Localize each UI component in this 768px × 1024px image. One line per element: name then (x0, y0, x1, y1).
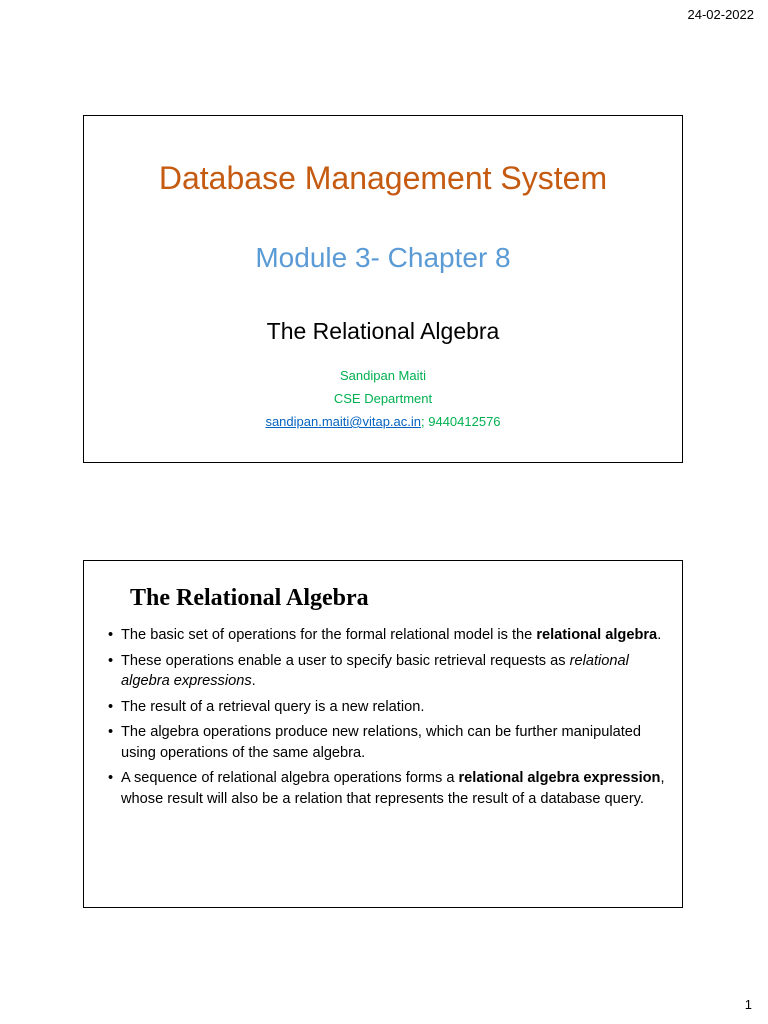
bullet-text: , whose result will also be a relation that represents the result of a database query. (121, 770, 665, 807)
bullet-emphasis: relational algebra (536, 627, 658, 643)
email-link[interactable]: sandipan.maiti@vitap.ac.in (265, 414, 422, 429)
page-number: 1 (744, 997, 752, 1012)
slide-subtitle: Module 3- Chapter 8 (255, 242, 511, 273)
slide-topic: The Relational Algebra (266, 318, 500, 344)
bullet-text: The algebra operations produce new relations, which can be further manipulated using operations of the same algebra. (121, 724, 642, 761)
slide-heading: The Relational Algebra (130, 585, 369, 611)
bullet-text: The result of a retrieval query is a new relation. (121, 698, 425, 715)
bullet-italic: relational algebra expressions (121, 652, 629, 689)
slide-title: Database Management System (158, 160, 608, 196)
page-date: 24-02-2022 (687, 7, 754, 22)
bullet-emphasis: relational algebra expression (458, 770, 661, 786)
author-contact (84, 414, 682, 429)
bullet-item (108, 651, 668, 692)
bullet-item (108, 768, 668, 809)
bullet-item (108, 625, 668, 646)
bullet-text: The basic set of operations for the formal relational model is the (121, 627, 537, 643)
author-department: CSE Department (333, 391, 433, 406)
bullet-item (108, 697, 668, 718)
content-slide (83, 560, 683, 908)
author-name: Sandipan Maiti (340, 368, 426, 383)
bullet-item (108, 722, 668, 763)
phone-number: ; 9440412576 (421, 414, 501, 429)
bullet-text: A sequence of relational algebra operations forms a (121, 770, 459, 786)
title-slide (83, 115, 683, 463)
bullet-list (108, 625, 668, 814)
bullet-text: . (251, 673, 256, 689)
bullet-text: . (657, 627, 662, 643)
bullet-text: These operations enable a user to specify basic retrieval requests as (121, 652, 570, 669)
